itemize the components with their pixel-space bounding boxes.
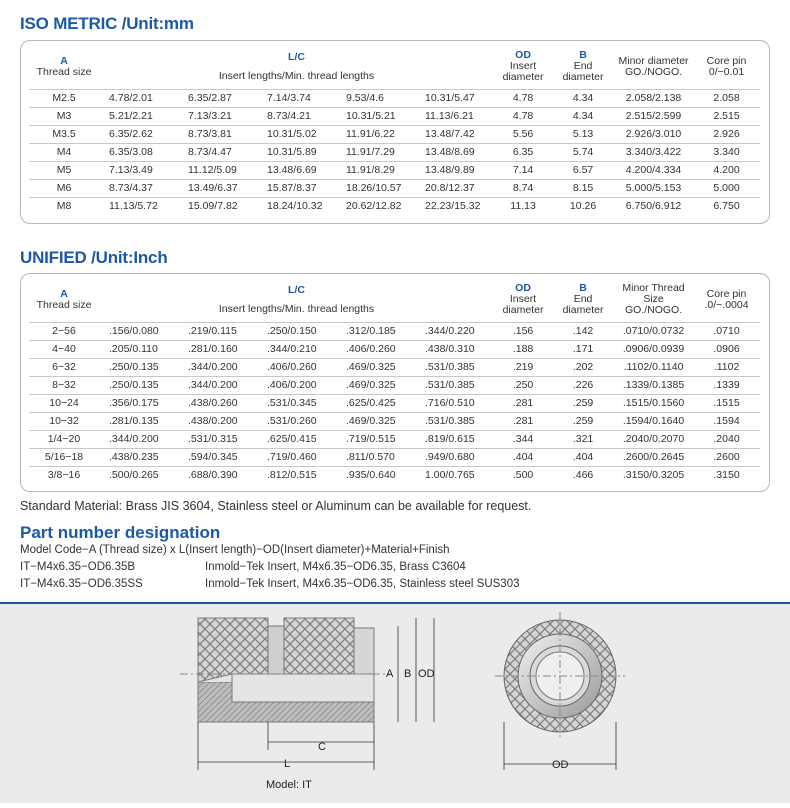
table-cell: .949/0.680 bbox=[415, 448, 494, 466]
model-code: Model Code−A (Thread size) x L(Insert length)−OD(Insert diameter)+Material+Finish bbox=[20, 544, 450, 556]
table-cell: 13.49/6.37 bbox=[178, 179, 257, 197]
table-cell: .0906 bbox=[693, 340, 760, 358]
table-cell: .469/0.325 bbox=[336, 376, 415, 394]
label-b: B bbox=[404, 668, 412, 680]
table-cell: .406/0.200 bbox=[257, 376, 336, 394]
table-cell: .259 bbox=[552, 412, 614, 430]
table-cell: .250/0.150 bbox=[257, 322, 336, 340]
example-code: IT−M4x6.35−OD6.35SS bbox=[20, 578, 143, 590]
table-cell: 3/8−16 bbox=[29, 466, 99, 484]
table-cell: 15.09/7.82 bbox=[178, 197, 257, 215]
table-cell: 11.91/8.29 bbox=[336, 161, 415, 179]
table-cell: .3150 bbox=[693, 466, 760, 484]
table-cell: .811/0.570 bbox=[336, 448, 415, 466]
table-cell: 5.21/2.21 bbox=[99, 107, 178, 125]
table-cell: .406/0.260 bbox=[257, 358, 336, 376]
table-row bbox=[29, 358, 760, 376]
table-row bbox=[29, 161, 760, 179]
table-row bbox=[29, 430, 760, 448]
table-cell: 6.750 bbox=[693, 197, 760, 215]
table-cell: .438/0.200 bbox=[178, 412, 257, 430]
table-cell: .531/0.345 bbox=[257, 394, 336, 412]
table-cell: 20.62/12.82 bbox=[336, 197, 415, 215]
table-cell: .259 bbox=[552, 394, 614, 412]
table-cell: .205/0.110 bbox=[99, 340, 178, 358]
example-desc: Inmold−Tek Insert, M4x6.35−OD6.35, Brass C3604 bbox=[205, 561, 466, 573]
table-cell: M8 bbox=[29, 197, 99, 215]
table-cell: .1594/0.1640 bbox=[614, 412, 693, 430]
insert-end-view bbox=[495, 612, 625, 740]
table-cell: .935/0.640 bbox=[336, 466, 415, 484]
table-cell: .171 bbox=[552, 340, 614, 358]
table-cell: 2.058/2.138 bbox=[614, 89, 693, 107]
header-b: B End diameter bbox=[562, 49, 604, 84]
label-c: C bbox=[318, 741, 326, 753]
table-cell: .250/0.135 bbox=[99, 358, 178, 376]
table-row bbox=[29, 466, 760, 484]
table-cell: 8.73/4.37 bbox=[99, 179, 178, 197]
header-od: OD Insert diameter bbox=[502, 49, 544, 84]
table-row bbox=[29, 394, 760, 412]
table-cell: 5.13 bbox=[552, 125, 614, 143]
table-cell: 2−56 bbox=[29, 322, 99, 340]
table-row bbox=[29, 322, 760, 340]
table-cell: .321 bbox=[552, 430, 614, 448]
table-cell: .344/0.200 bbox=[178, 376, 257, 394]
example-desc: Inmold−Tek Insert, M4x6.35−OD6.35, Stainless steel SUS303 bbox=[205, 578, 520, 590]
table-cell: .250/0.135 bbox=[99, 376, 178, 394]
table-cell: .156/0.080 bbox=[99, 322, 178, 340]
header-minor: Minor diameter GO./NOGO. bbox=[618, 54, 689, 78]
table-cell: 1/4−20 bbox=[29, 430, 99, 448]
table-cell: 20.8/12.37 bbox=[415, 179, 494, 197]
table-cell: 6.35/2.62 bbox=[99, 125, 178, 143]
table-cell: 6.35/2.87 bbox=[178, 89, 257, 107]
table-row bbox=[29, 107, 760, 125]
table-cell: .438/0.235 bbox=[99, 448, 178, 466]
part-number-title: Part number designation bbox=[20, 523, 221, 542]
table-cell: M5 bbox=[29, 161, 99, 179]
table-cell: .281 bbox=[494, 394, 552, 412]
table-cell: 10.31/5.47 bbox=[415, 89, 494, 107]
header-core: Core pin 0/−0.01 bbox=[706, 54, 747, 78]
table-cell: 11.13 bbox=[494, 197, 552, 215]
label-od: OD bbox=[418, 668, 435, 680]
metric-title: ISO METRIC /Unit:mm bbox=[20, 14, 194, 33]
table-cell: .466 bbox=[552, 466, 614, 484]
table-row bbox=[29, 143, 760, 161]
unified-table bbox=[29, 278, 760, 484]
header-lc: L/C Insert lengths/Min. thread lengths bbox=[218, 50, 375, 82]
table-cell: 3.340/3.422 bbox=[614, 143, 693, 161]
table-cell: .531/0.315 bbox=[178, 430, 257, 448]
table-cell: .2600/0.2645 bbox=[614, 448, 693, 466]
table-cell: 11.13/5.72 bbox=[99, 197, 178, 215]
table-cell: 11.91/7.29 bbox=[336, 143, 415, 161]
table-cell: 2.515 bbox=[693, 107, 760, 125]
table-cell: 4−40 bbox=[29, 340, 99, 358]
table-cell: 10−24 bbox=[29, 394, 99, 412]
table-cell: .2040/0.2070 bbox=[614, 430, 693, 448]
table-cell: .281/0.160 bbox=[178, 340, 257, 358]
table-cell: .531/0.385 bbox=[415, 358, 494, 376]
model-label: Model: IT bbox=[266, 779, 312, 791]
table-cell: .1594 bbox=[693, 412, 760, 430]
label-od-end: OD bbox=[552, 759, 569, 771]
table-cell: .281 bbox=[494, 412, 552, 430]
table-cell: .1102/0.1140 bbox=[614, 358, 693, 376]
table-cell: .719/0.460 bbox=[257, 448, 336, 466]
table-cell: 7.13/3.49 bbox=[99, 161, 178, 179]
table-cell: 5.74 bbox=[552, 143, 614, 161]
table-cell: .469/0.325 bbox=[336, 358, 415, 376]
table-row bbox=[29, 197, 760, 215]
table-cell: 13.48/9.89 bbox=[415, 161, 494, 179]
table-cell: .438/0.310 bbox=[415, 340, 494, 358]
table-cell: .202 bbox=[552, 358, 614, 376]
table-cell: .250 bbox=[494, 376, 552, 394]
metric-table bbox=[29, 45, 760, 215]
table-cell: .625/0.425 bbox=[336, 394, 415, 412]
header-b: B End diameter bbox=[562, 282, 604, 317]
table-cell: .312/0.185 bbox=[336, 322, 415, 340]
table-cell: 2.926 bbox=[693, 125, 760, 143]
table-row bbox=[29, 448, 760, 466]
table-cell: .344/0.210 bbox=[257, 340, 336, 358]
table-cell: .1102 bbox=[693, 358, 760, 376]
table-cell: 8−32 bbox=[29, 376, 99, 394]
table-cell: 8.73/3.81 bbox=[178, 125, 257, 143]
technical-drawing bbox=[0, 604, 790, 803]
table-cell: .344/0.220 bbox=[415, 322, 494, 340]
table-cell: .219 bbox=[494, 358, 552, 376]
header-lc: L/C Insert lengths/Min. thread lengths bbox=[218, 283, 375, 315]
table-cell: .716/0.510 bbox=[415, 394, 494, 412]
metric-table-card bbox=[20, 40, 770, 224]
table-cell: 2.058 bbox=[693, 89, 760, 107]
table-cell: .3150/0.3205 bbox=[614, 466, 693, 484]
table-row bbox=[29, 89, 760, 107]
table-cell: .688/0.390 bbox=[178, 466, 257, 484]
table-cell: 15.87/8.37 bbox=[257, 179, 336, 197]
table-cell: 13.48/8.69 bbox=[415, 143, 494, 161]
table-cell: .625/0.415 bbox=[257, 430, 336, 448]
table-cell: .594/0.345 bbox=[178, 448, 257, 466]
table-cell: 4.200/4.334 bbox=[614, 161, 693, 179]
table-cell: 8.15 bbox=[552, 179, 614, 197]
table-cell: .812/0.515 bbox=[257, 466, 336, 484]
table-cell: .156 bbox=[494, 322, 552, 340]
table-cell: .438/0.260 bbox=[178, 394, 257, 412]
header-thread-size: A Thread size bbox=[36, 287, 92, 311]
table-cell: 4.34 bbox=[552, 89, 614, 107]
table-row bbox=[29, 179, 760, 197]
table-cell: 9.53/4.6 bbox=[336, 89, 415, 107]
table-cell: 8.74 bbox=[494, 179, 552, 197]
table-cell: .356/0.175 bbox=[99, 394, 178, 412]
table-row bbox=[29, 412, 760, 430]
table-cell: M6 bbox=[29, 179, 99, 197]
table-cell: M4 bbox=[29, 143, 99, 161]
table-cell: .344/0.200 bbox=[178, 358, 257, 376]
table-cell: 3.340 bbox=[693, 143, 760, 161]
table-cell: 8.73/4.21 bbox=[257, 107, 336, 125]
table-row bbox=[29, 340, 760, 358]
table-cell: 4.78 bbox=[494, 107, 552, 125]
table-cell: 1.00/0.765 bbox=[415, 466, 494, 484]
table-cell: .142 bbox=[552, 322, 614, 340]
table-cell: 10.26 bbox=[552, 197, 614, 215]
table-cell: .1339/0.1385 bbox=[614, 376, 693, 394]
table-cell: 11.12/5.09 bbox=[178, 161, 257, 179]
table-cell: .344 bbox=[494, 430, 552, 448]
table-cell: 6.750/6.912 bbox=[614, 197, 693, 215]
table-cell: 2.515/2.599 bbox=[614, 107, 693, 125]
unified-title: UNIFIED /Unit:Inch bbox=[20, 248, 168, 267]
table-cell: 5/16−18 bbox=[29, 448, 99, 466]
table-cell: 4.78/2.01 bbox=[99, 89, 178, 107]
table-cell: .1515/0.1560 bbox=[614, 394, 693, 412]
table-cell: 10.31/5.02 bbox=[257, 125, 336, 143]
table-cell: .531/0.385 bbox=[415, 376, 494, 394]
drawing-svg bbox=[0, 604, 790, 803]
header-minor: Minor Thread Size GO./NOGO. bbox=[622, 282, 685, 317]
table-cell: 7.13/3.21 bbox=[178, 107, 257, 125]
table-cell: 5.000/5.153 bbox=[614, 179, 693, 197]
table-cell: .469/0.325 bbox=[336, 412, 415, 430]
table-cell: .219/0.115 bbox=[178, 322, 257, 340]
header-od: OD Insert diameter bbox=[502, 282, 544, 317]
table-cell: M3 bbox=[29, 107, 99, 125]
material-note: Standard Material: Brass JIS 3604, Stainless steel or Aluminum can be available for request. bbox=[20, 499, 532, 513]
table-cell: .0906/0.0939 bbox=[614, 340, 693, 358]
table-cell: 4.34 bbox=[552, 107, 614, 125]
table-row bbox=[29, 125, 760, 143]
table-cell: 4.200 bbox=[693, 161, 760, 179]
table-cell: .281/0.135 bbox=[99, 412, 178, 430]
table-cell: 10.31/5.21 bbox=[336, 107, 415, 125]
table-cell: 11.91/6.22 bbox=[336, 125, 415, 143]
table-cell: 7.14/3.74 bbox=[257, 89, 336, 107]
table-cell: .2040 bbox=[693, 430, 760, 448]
table-cell: 13.48/7.42 bbox=[415, 125, 494, 143]
table-cell: .0710 bbox=[693, 322, 760, 340]
table-cell: 4.78 bbox=[494, 89, 552, 107]
table-cell: 7.14 bbox=[494, 161, 552, 179]
table-cell: 18.26/10.57 bbox=[336, 179, 415, 197]
unified-table-card bbox=[20, 273, 770, 492]
table-cell: .2600 bbox=[693, 448, 760, 466]
example-code: IT−M4x6.35−OD6.35B bbox=[20, 561, 136, 573]
table-cell: 13.48/6.69 bbox=[257, 161, 336, 179]
table-cell: .1515 bbox=[693, 394, 760, 412]
label-a: A bbox=[386, 668, 394, 680]
table-cell: M3.5 bbox=[29, 125, 99, 143]
table-cell: 8.73/4.47 bbox=[178, 143, 257, 161]
table-cell: .719/0.515 bbox=[336, 430, 415, 448]
table-cell: .404 bbox=[552, 448, 614, 466]
table-cell: M2.5 bbox=[29, 89, 99, 107]
table-cell: 2.926/3.010 bbox=[614, 125, 693, 143]
table-cell: .500/0.265 bbox=[99, 466, 178, 484]
table-cell: .1339 bbox=[693, 376, 760, 394]
insert-side-view bbox=[180, 618, 390, 722]
table-cell: 10−32 bbox=[29, 412, 99, 430]
table-cell: .344/0.200 bbox=[99, 430, 178, 448]
table-cell: 5.000 bbox=[693, 179, 760, 197]
table-cell: .531/0.260 bbox=[257, 412, 336, 430]
table-cell: 18.24/10.32 bbox=[257, 197, 336, 215]
table-cell: 6−32 bbox=[29, 358, 99, 376]
table-cell: 5.56 bbox=[494, 125, 552, 143]
table-cell: 10.31/5.89 bbox=[257, 143, 336, 161]
table-cell: .226 bbox=[552, 376, 614, 394]
table-cell: 6.35 bbox=[494, 143, 552, 161]
table-cell: .188 bbox=[494, 340, 552, 358]
label-l: L bbox=[284, 758, 291, 770]
header-core: Core pin .0/−.0004 bbox=[704, 287, 749, 311]
table-cell: .0710/0.0732 bbox=[614, 322, 693, 340]
table-cell: .819/0.615 bbox=[415, 430, 494, 448]
table-cell: .500 bbox=[494, 466, 552, 484]
table-row bbox=[29, 376, 760, 394]
table-cell: 6.35/3.08 bbox=[99, 143, 178, 161]
table-cell: .406/0.260 bbox=[336, 340, 415, 358]
table-cell: 22.23/15.32 bbox=[415, 197, 494, 215]
table-cell: 6.57 bbox=[552, 161, 614, 179]
table-cell: 11.13/6.21 bbox=[415, 107, 494, 125]
table-cell: .531/0.385 bbox=[415, 412, 494, 430]
header-thread-size: A Thread size bbox=[36, 54, 92, 78]
table-cell: .404 bbox=[494, 448, 552, 466]
